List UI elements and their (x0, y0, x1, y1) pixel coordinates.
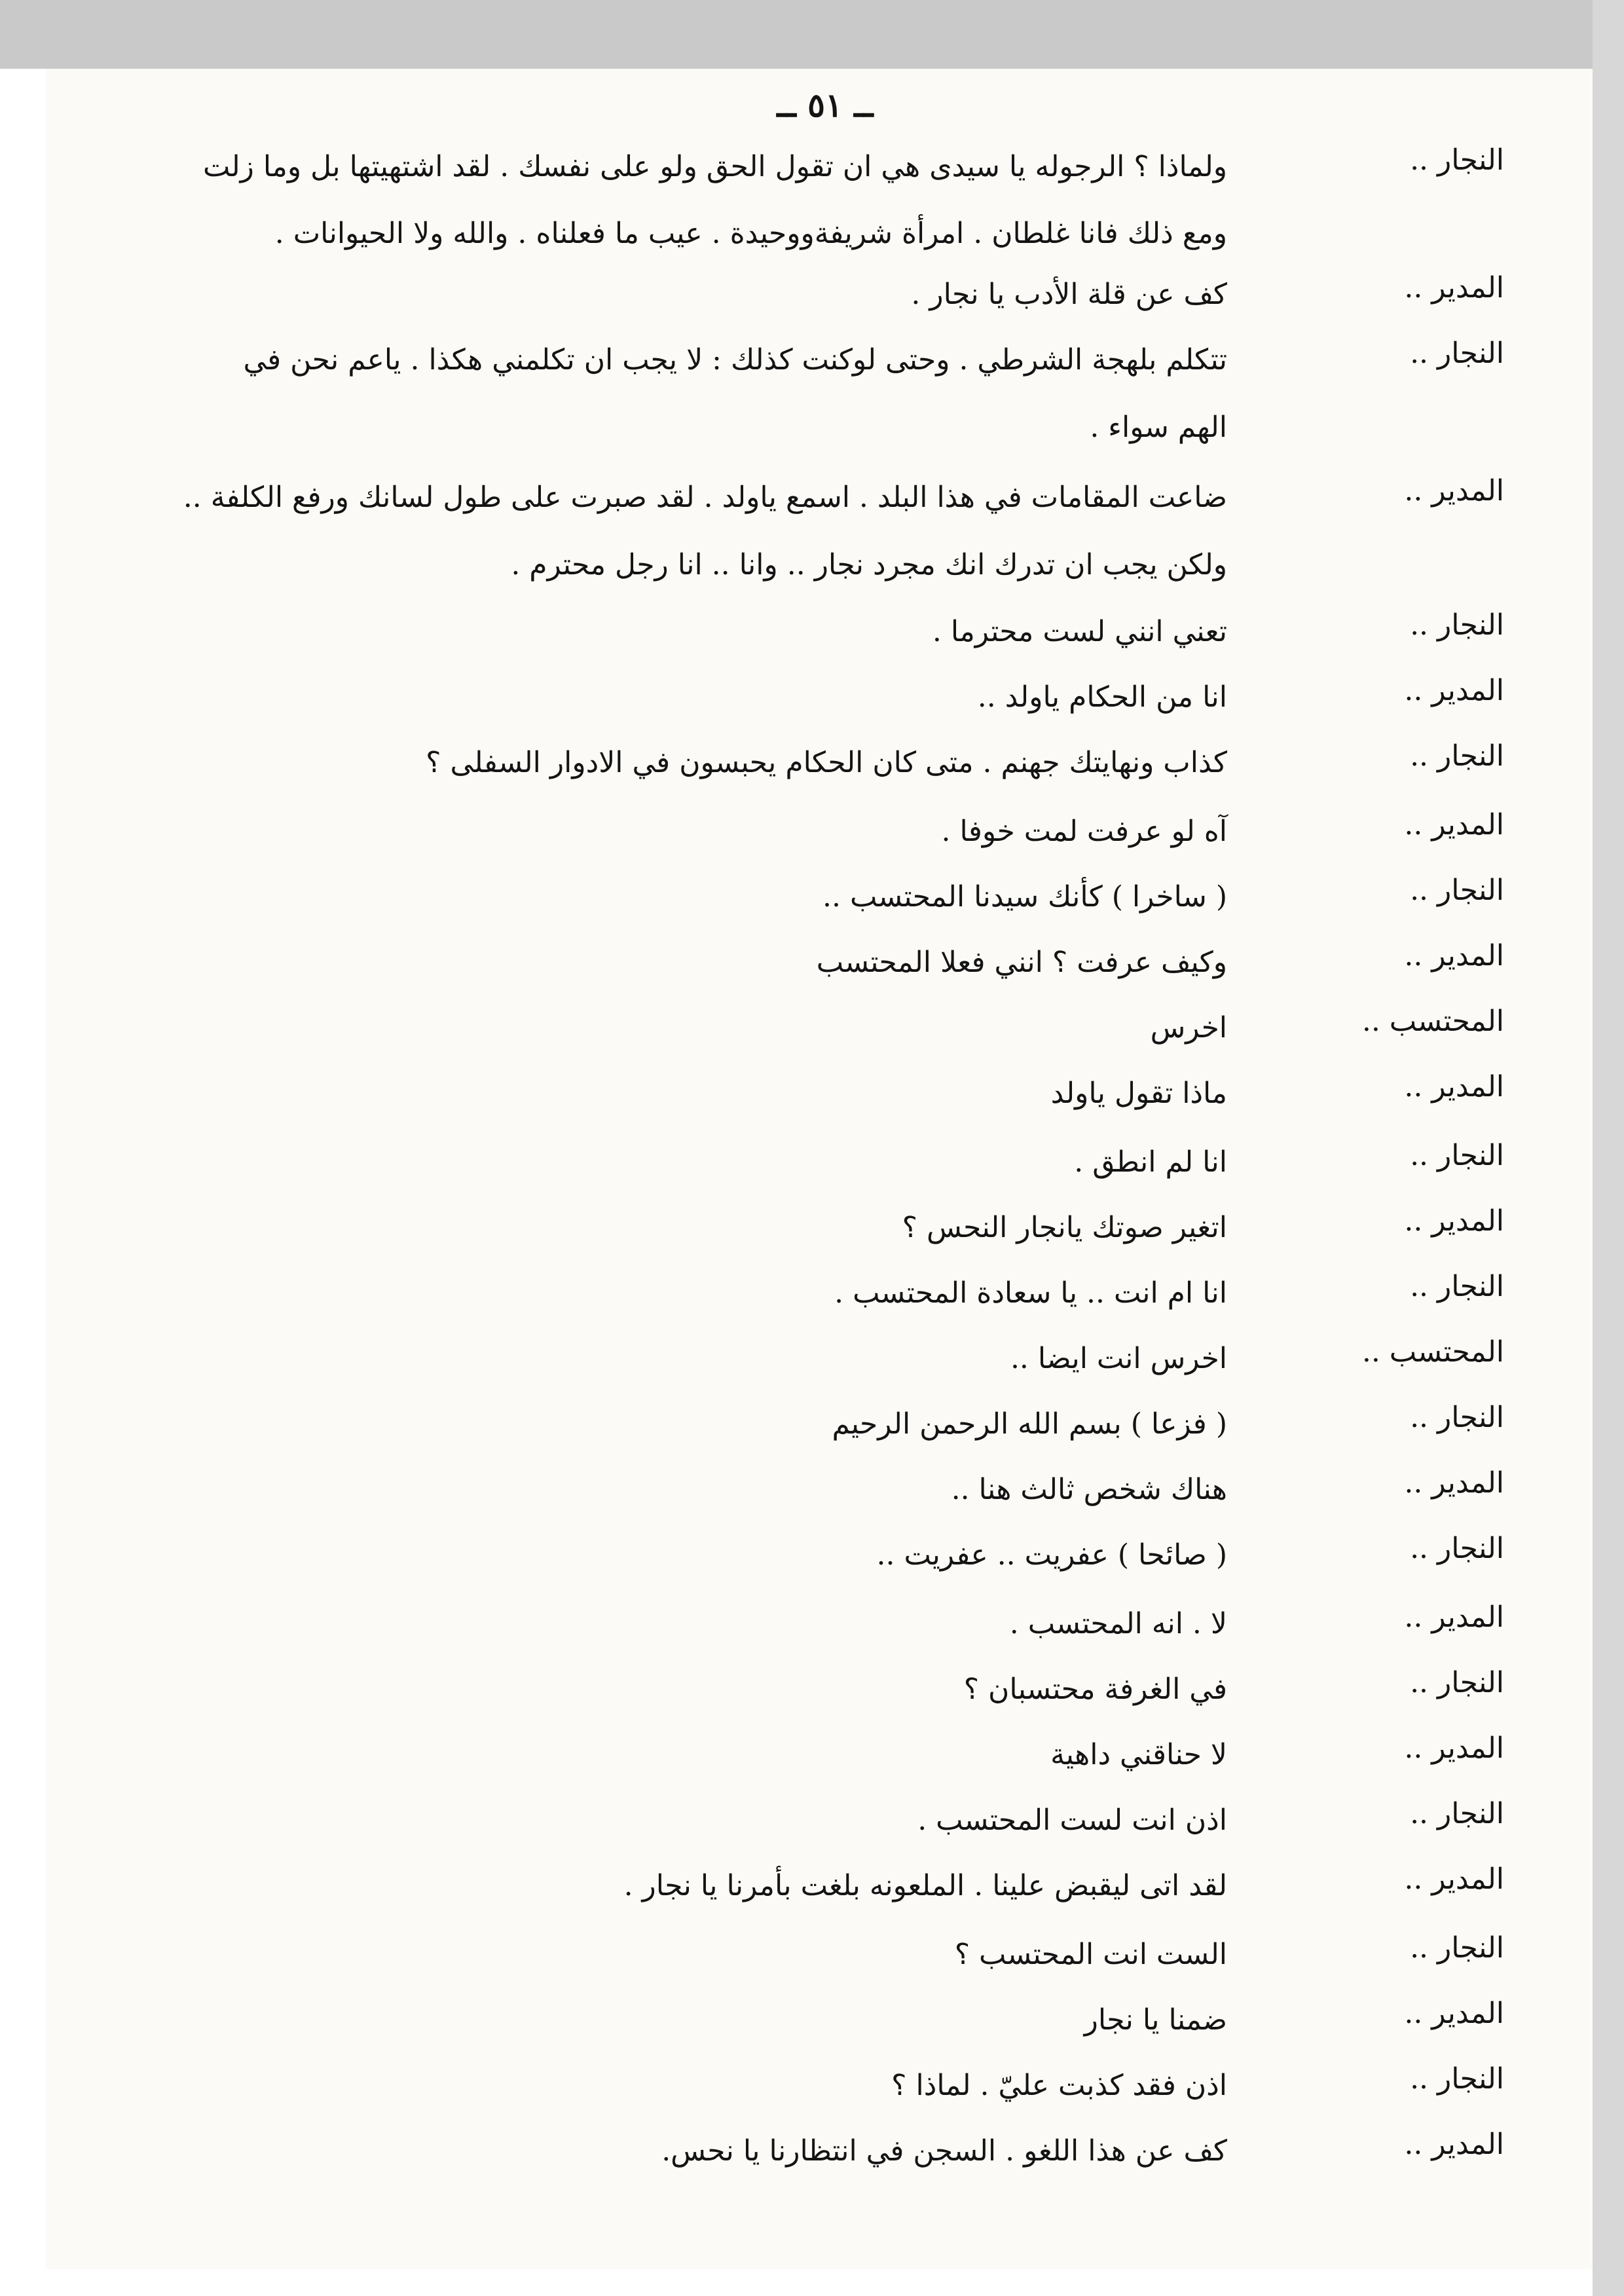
speaker-name: النجار .. (1410, 1931, 1504, 1965)
speaker-name: النجار .. (1410, 1270, 1504, 1303)
speaker-name: المدير .. (1404, 1997, 1504, 2030)
speaker-name: المدير .. (1404, 1466, 1504, 1500)
dialogue-line: كف عن هذا اللغو . السجن في انتظارنا يا نحس. (661, 2134, 1227, 2168)
speaker-name: المدير .. (1404, 1862, 1504, 1896)
scan-right-edge (1593, 0, 1624, 2296)
dialogue-line: الست انت المحتسب ؟ (954, 1938, 1227, 1971)
speaker-name: النجار .. (1410, 1797, 1504, 1830)
speaker-name: النجار .. (1410, 1401, 1504, 1434)
dialogue-line: كف عن قلة الأدب يا نجار . (911, 278, 1227, 311)
dialogue-line: ( صائحا ) عفريت .. عفريت .. (876, 1538, 1227, 1572)
dialogue-line: اذن انت لست المحتسب . (917, 1804, 1227, 1837)
dialogue-line: اذن فقد كذبت عليّ . لماذا ؟ (891, 2069, 1227, 2102)
dialogue-line: آه لو عرفت لمت خوفا . (941, 815, 1227, 848)
dialogue-line: ماذا تقول ياولد (1050, 1077, 1227, 1110)
speaker-name: النجار .. (1410, 874, 1504, 907)
speaker-name: المدير .. (1404, 2128, 1504, 2161)
speaker-name: النجار .. (1410, 337, 1504, 370)
dialogue-line: هناك شخص ثالث هنا .. (951, 1473, 1227, 1506)
dialogue-line: تتكلم بلهجة الشرطي . وحتى لوكنت كذلك : لا يجب ان تكلمني هكذا . ياعم نحن في (243, 343, 1227, 377)
dialogue-line: انا ام انت .. يا سعادة المحتسب . (834, 1276, 1227, 1310)
dialogue-line: وكيف عرفت ؟ انني فعلا المحتسب (816, 946, 1227, 979)
dialogue-line: تعني انني لست محترما . (932, 615, 1227, 648)
speaker-name: المدير .. (1404, 939, 1504, 972)
speaker-name: المدير .. (1404, 1731, 1504, 1765)
dialogue-line-continued: ومع ذلك فانا غلطان . امرأة شريفةووحيدة . عيب ما فعلناه . والله ولا الحيوانات . (274, 217, 1227, 250)
scan-top-edge (0, 0, 1624, 69)
speaker-name: المدير .. (1404, 1204, 1504, 1238)
speaker-name: المحتسب .. (1361, 1005, 1504, 1038)
dialogue-line: لقد اتى ليقبض علينا . الملعونه بلغت بأمرنا يا نجار . (623, 1869, 1227, 1902)
dialogue-line: ( فزعا ) بسم الله الرحمن الرحيم (832, 1407, 1227, 1441)
speaker-name: المدير .. (1404, 271, 1504, 305)
speaker-name: المدير .. (1404, 674, 1504, 707)
dialogue-line: ضاعت المقامات في هذا البلد . اسمع ياولد . لقد صبرت على طول لسانك ورفع الكلفة .. (183, 481, 1227, 514)
dialogue-line: ضمنا يا نجار (1084, 2003, 1227, 2037)
speaker-name: المدير .. (1404, 1601, 1504, 1634)
dialogue-line: ولماذا ؟ الرجوله يا سيدى هي ان تقول الحق ولو على نفسك . لقد اشتهيتها بل وما زلت (203, 150, 1227, 183)
speaker-name: النجار .. (1410, 1532, 1504, 1565)
dialogue-line: لا حناقني داهية (1050, 1738, 1227, 1771)
speaker-name: النجار .. (1410, 143, 1504, 177)
dialogue-line: كذاب ونهايتك جهنم . متى كان الحكام يحبسون في الادوار السفلى ؟ (426, 746, 1227, 779)
document-page (46, 69, 1593, 2269)
speaker-name: النجار .. (1410, 2062, 1504, 2096)
dialogue-line: اخرس (1150, 1011, 1227, 1045)
dialogue-line: في الغرفة محتسبان ؟ (963, 1673, 1227, 1706)
dialogue-line-continued: ولكن يجب ان تدرك انك مجرد نجار .. وانا .. انا رجل محترم . (511, 548, 1227, 582)
speaker-name: النجار .. (1410, 608, 1504, 642)
speaker-name: المحتسب .. (1361, 1335, 1504, 1369)
dialogue-line: لا . انه المحتسب . (1009, 1607, 1227, 1640)
dialogue-line: ( ساخرا ) كأنك سيدنا المحتسب .. (822, 880, 1227, 914)
speaker-name: المدير .. (1404, 474, 1504, 508)
dialogue-line: انا لم انطق . (1074, 1145, 1227, 1179)
page-number: ــ ٥١ ــ (777, 86, 874, 124)
dialogue-line: اتغير صوتك يانجار النحس ؟ (902, 1211, 1227, 1244)
speaker-name: النجار .. (1410, 739, 1504, 773)
speaker-name: النجار .. (1410, 1666, 1504, 1699)
speaker-name: النجار .. (1410, 1139, 1504, 1172)
dialogue-line: اخرس انت ايضا .. (1010, 1342, 1227, 1375)
dialogue-line: انا من الحكام ياولد .. (977, 680, 1227, 714)
speaker-name: المدير .. (1404, 1070, 1504, 1103)
speaker-name: المدير .. (1404, 808, 1504, 842)
dialogue-line-continued: الهم سواء . (1090, 411, 1227, 444)
